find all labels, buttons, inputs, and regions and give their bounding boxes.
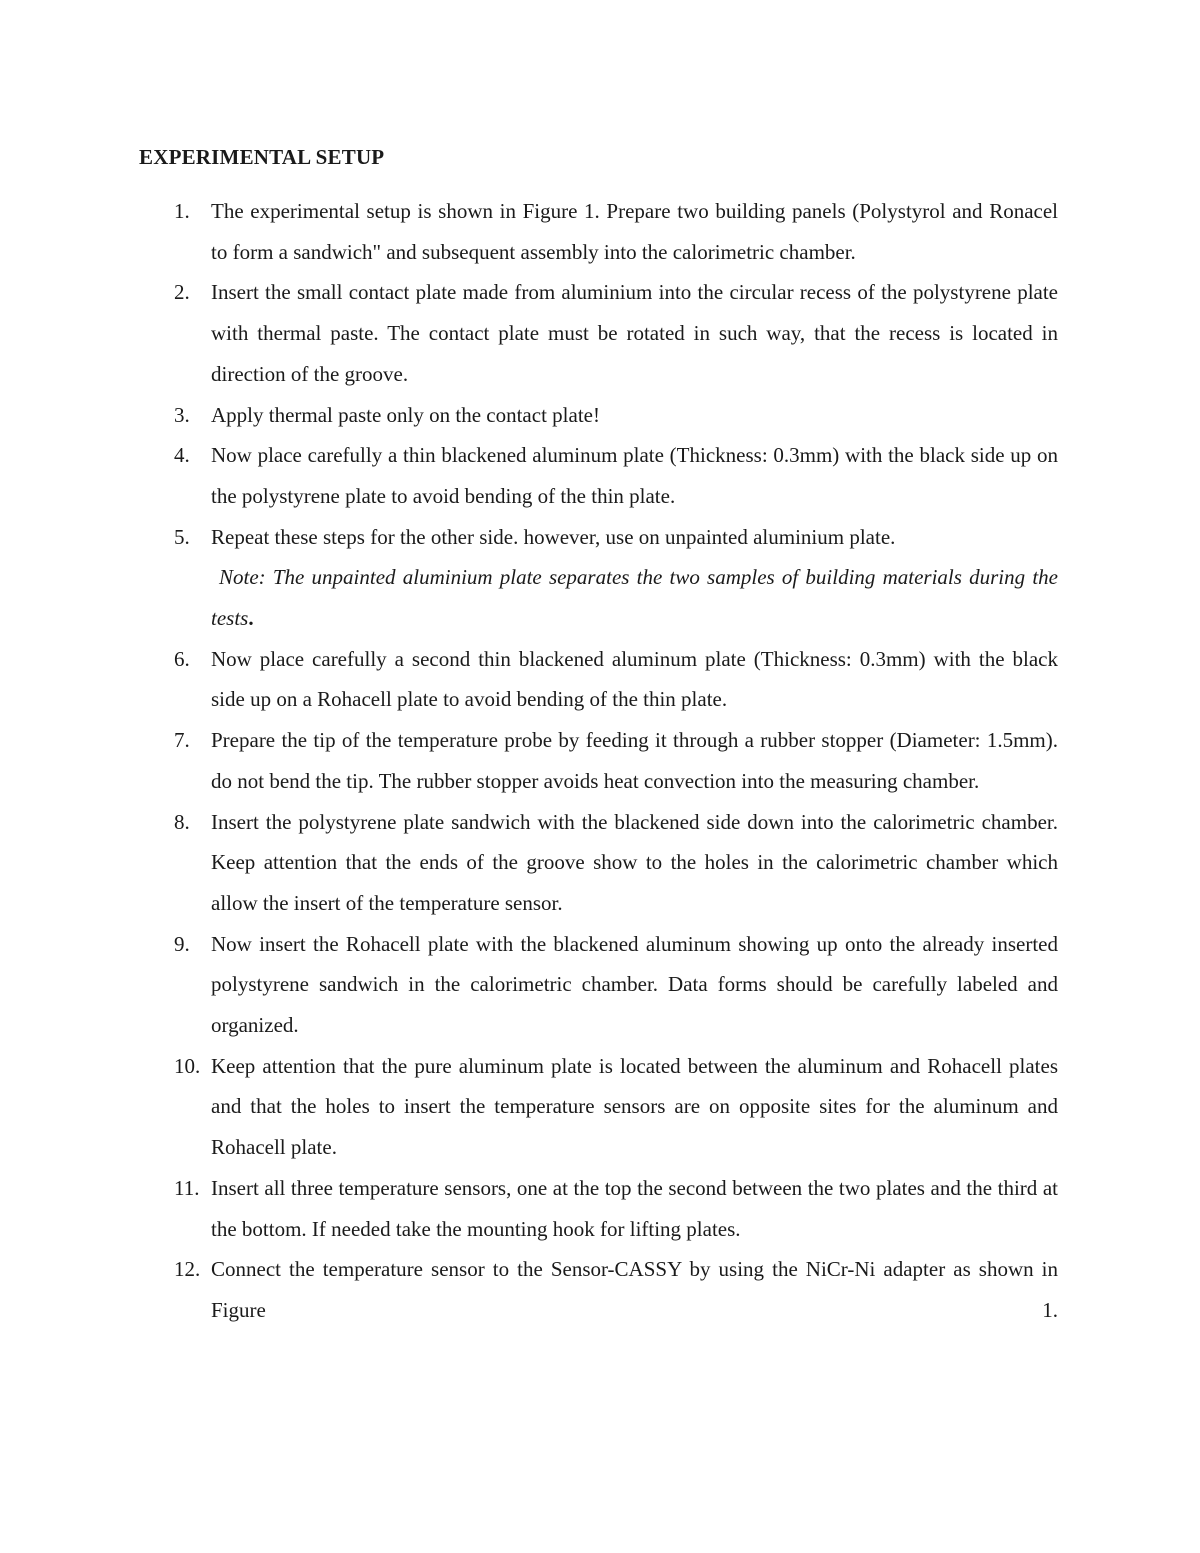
list-item-number: 9. [174, 931, 190, 956]
list-item-text: Now place carefully a thin blackened aluminum plate (Thickness: 0.3mm) with the black side up on the polystyrene plate to avoid bending of the thin plate. [211, 443, 1058, 508]
list-item [0, 720, 1200, 801]
list-item-number: 8. [174, 809, 190, 834]
list-item-text: Repeat these steps for the other side. however, use on unpainted aluminium plate. [211, 524, 896, 549]
section-heading: EXPERIMENTAL SETUP [139, 145, 385, 169]
list-item [0, 924, 1200, 1046]
list-item-number: 6. [174, 646, 190, 671]
list-item-text: Insert the polystyrene plate sandwich with the blackened side down into the calorimetric chamber. Keep attention that the ends of the groove show to the holes in the calorimetric chamber which allow the insert of the temperature sensor. [211, 809, 1058, 915]
list-item [0, 1168, 1200, 1249]
list-item-text: Now place carefully a second thin blackened aluminum plate (Thickness: 0.3mm) with the black side up on a Rohacell plate to avoid bending of the thin plate. [211, 646, 1058, 712]
list-item-number: 10. [174, 1053, 201, 1078]
note-paragraph [211, 557, 1058, 638]
list-item-number: 1. [174, 199, 190, 223]
list-item [0, 517, 1200, 558]
list-item-number: 11. [174, 1175, 200, 1200]
note-end-mark: . [248, 606, 254, 631]
list-item [0, 191, 1200, 272]
list-item-number: 2. [174, 280, 190, 305]
setup-steps-list [0, 191, 1200, 1331]
list-item [0, 435, 1200, 516]
list-item-number: 5. [174, 524, 190, 549]
list-item-text: Prepare the tip of the temperature probe by feeding it through a rubber stopper (Diameter: 1.5mm). do not bend the tip. The rubber stopper avoids heat convection into the measuring chamber. [211, 728, 1058, 793]
note-text: Note: The unpainted aluminium plate separates the two samples of building materials during the tests [211, 565, 1058, 631]
list-item [0, 395, 1200, 436]
list-item-text: Insert all three temperature sensors, one at the top the second between the two plates and the third at the bottom. If needed take the mounting hook for lifting plates. [211, 1175, 1058, 1241]
list-item-text: The experimental setup is shown in Figure 1. Prepare two building panels (Polystyrol and Ronacel to form a sandwich" and subsequent assembly into the calorimetric chamber. [211, 199, 1058, 264]
list-item [0, 272, 1200, 394]
list-item-number: 7. [174, 728, 190, 753]
list-item [0, 1046, 1200, 1168]
list-item [0, 802, 1200, 924]
list-item-text: Apply thermal paste only on the contact plate! [211, 402, 600, 427]
list-item [0, 639, 1200, 720]
list-item-number: 3. [174, 402, 190, 427]
list-item-text: Now insert the Rohacell plate with the blackened aluminum showing up onto the already inserted polystyrene sandwich in the calorimetric chamber. Data forms should be carefully labeled and organized. [211, 931, 1058, 1038]
list-item-number: 4. [174, 443, 190, 468]
list-item-number: 12. [174, 1257, 201, 1282]
list-item-text: Insert the small contact plate made from aluminium into the circular recess of the polystyrene plate with thermal paste. The contact plate must be rotated in such way, that the recess is located in direction of the groove. [211, 280, 1058, 386]
list-item-text: Connect the temperature sensor to the Sensor-CASSY by using the NiCr-Ni adapter as shown in Figure 1. [211, 1257, 1058, 1322]
list-item-text: Keep attention that the pure aluminum plate is located between the aluminum and Rohacell plates and that the holes to insert the temperature sensors are on opposite sites for the aluminum and Rohacell plate. [211, 1053, 1058, 1160]
list-item [0, 1249, 1200, 1330]
